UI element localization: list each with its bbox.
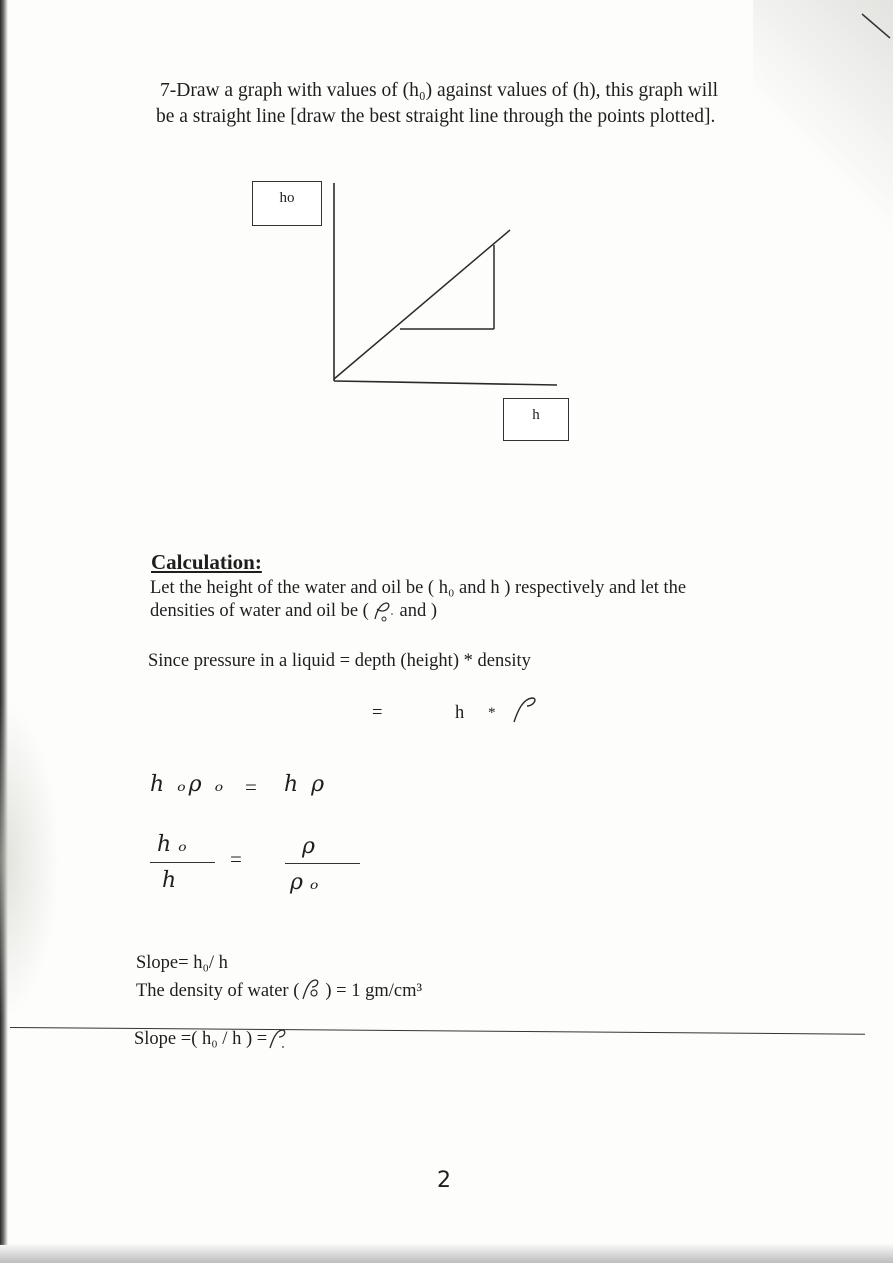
fraction-lhs-denominator: h: [162, 868, 177, 893]
rho-symbol: [510, 694, 542, 726]
equation-1-rhs: h ρ: [284, 772, 328, 797]
pressure-eq-multiply: *: [488, 705, 496, 721]
x-axis-label: h: [532, 407, 540, 423]
y-axis-label: ho: [279, 190, 295, 206]
slope-definition: Slope= h₀/ h: [136, 953, 228, 973]
slope-final-line: [134, 1026, 289, 1051]
page-number: 2: [437, 1168, 451, 1193]
fraction-rhs-bar: [285, 863, 360, 864]
x-axis-label-box: [503, 398, 569, 441]
definitions-paragraph: [150, 577, 686, 623]
water-density-text-start: The density of water (: [136, 981, 300, 1001]
slope-final-text: Slope =( h₀ / h ) =: [134, 1029, 268, 1049]
calculation-heading: Calculation:: [151, 550, 262, 574]
rho-naught-water-symbol: [299, 976, 325, 1002]
instruction-line-2: be a straight line [draw the best straight line through the points plotted].: [156, 106, 716, 127]
fraction-rhs-denominator: ρ ₒ: [290, 870, 319, 895]
pressure-definition: Since pressure in a liquid = depth (height) * density: [148, 651, 531, 671]
fraction-lhs-bar: [150, 862, 215, 863]
instruction-line-1: 7-Draw a graph with values of (h₀) against values of (h), this graph will: [160, 80, 719, 101]
fraction-lhs-numerator: h ₒ: [157, 832, 187, 857]
scan-shadow-left: [0, 700, 60, 1020]
x-axis-line: [334, 381, 557, 385]
equation-1-equals: =: [245, 775, 257, 799]
definitions-line-2-end: and ): [394, 601, 437, 621]
page-left-edge-shadow: [0, 0, 8, 1245]
definitions-line-2-start: densities of water and oil be (: [150, 601, 369, 621]
corner-fold-mark: [860, 10, 893, 40]
pressure-eq-h: h: [455, 703, 465, 723]
equation-1-lhs: h ₒρ ₒ: [150, 772, 227, 797]
pressure-eq-equals: =: [372, 703, 383, 723]
rho-final-symbol: [267, 1026, 289, 1050]
fraction-rhs-numerator: ρ: [302, 834, 315, 859]
sketch-graph: [320, 175, 570, 395]
definitions-line-1: Let the height of the water and oil be ( h₀ and h ) respectively and let the: [150, 578, 687, 598]
best-fit-line: [334, 230, 510, 379]
page-bottom-edge-shadow: [0, 1243, 893, 1263]
water-density-line: [136, 976, 422, 1003]
fraction-equals: =: [230, 847, 242, 871]
water-density-text-end: ) = 1 gm/cm³: [325, 981, 423, 1001]
rho-naught-symbol: [369, 600, 395, 622]
y-axis-label-box: [252, 181, 322, 226]
instruction-paragraph: [156, 78, 719, 130]
